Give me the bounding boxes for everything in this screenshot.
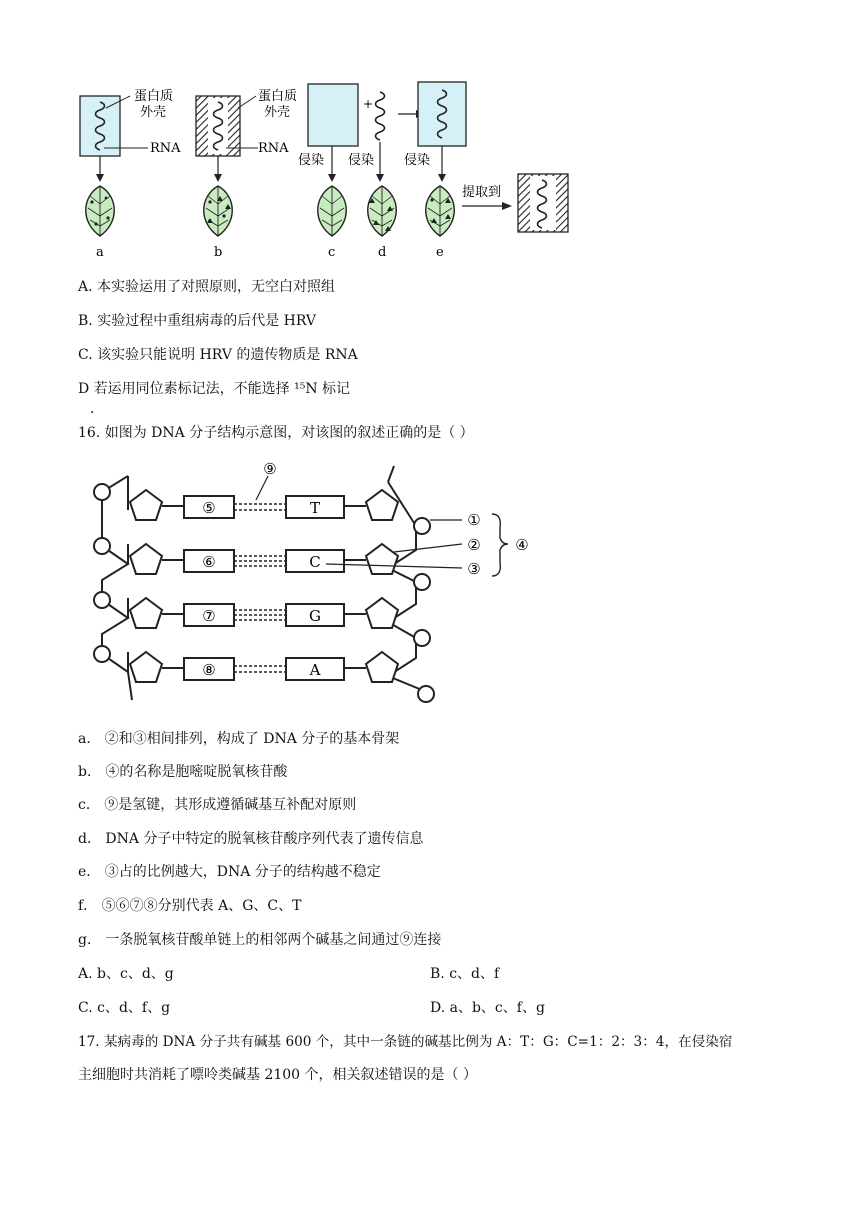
label-protein-shell-b-1: 蛋白质 [258,89,298,104]
label-protein-shell-a-1: 蛋白质 [134,89,174,104]
label-3: ③ [467,560,481,578]
label-2: ② [467,536,481,554]
base-label-7: ⑦ [202,607,216,625]
q16-statement-b: b． ④的名称是胞嘧啶脱氧核苷酸 [78,764,288,780]
label-4: ④ [515,536,529,554]
q16-statement-d: d． DNA 分子中特定的脱氧核苷酸序列代表了遗传信息 [78,831,424,847]
q16-option-c: C. c、d、f、g [78,1000,171,1016]
q15-option-c: C. 该实验只能说明 HRV 的遗传物质是 RNA [78,347,358,363]
q15-option-d-dot: ． [90,401,104,417]
q16-option-d: D. a、b、c、f、g [430,1000,545,1016]
label-infect-e: 侵染 [404,153,431,168]
q16-statement-e: e． ③占的比例越大，DNA 分子的结构越不稳定 [78,864,381,880]
base-label-5: ⑤ [202,499,216,517]
virus-c-box [308,84,358,146]
virus-experiment-figure [70,78,590,264]
label-protein-shell-b-2: 外壳 [264,105,291,120]
q17-stem-line-2: 主细胞时共消耗了嘌呤类碱基 2100 个，相关叙述错误的是（ ） [78,1067,477,1083]
q16-statement-g: g． 一条脱氧核苷酸单链上的相邻两个碱基之间通过⑨连接 [78,932,442,948]
q16-option-b: B. c、d、f [430,966,500,982]
plus-sign: + [363,97,374,111]
q16-option-a: A. b、c、d、g [78,966,174,982]
q16-statement-a: a． ②和③相间排列，构成了 DNA 分子的基本骨架 [78,731,400,747]
label-infect-d: 侵染 [348,153,375,168]
leaf-label-b: b [214,245,223,260]
q15-option-a: A. 本实验运用了对照原则，无空白对照组 [78,279,336,295]
q15-option-b: B. 实验过程中重组病毒的后代是 HRV [78,313,316,329]
label-1: ① [467,511,481,529]
label-extract: 提取到 [462,185,502,200]
q16-statement-c: c． ⑨是氢键，其形成遵循碱基互补配对原则 [78,797,357,813]
base-label-8: ⑧ [202,661,216,679]
label-rna-a: RNA [150,141,181,156]
leaf-label-c: c [328,245,336,260]
label-rna-b: RNA [258,141,289,156]
q17-stem-line-1: 17. 某病毒的 DNA 分子共有碱基 600 个，其中一条链的碱基比例为 A：T：G：C=1：2：3：4，在侵染宿 [78,1034,733,1050]
label-protein-shell-a-2: 外壳 [140,105,167,120]
leaf-label-a: a [96,245,104,260]
label-9: ⑨ [263,460,277,478]
label-infect-c: 侵染 [298,153,325,168]
q15-option-d: D 若运用同位素标记法，不能选择 ¹⁵N 标记 [78,381,351,397]
dna-structure-diagram [88,454,548,716]
base-label-c: C [309,553,321,571]
leaf-label-d: d [378,245,387,260]
base-label-6: ⑥ [202,553,216,571]
q16-stem: 16. 如图为 DNA 分子结构示意图，对该图的叙述正确的是（ ） [78,425,474,441]
base-label-g: G [309,607,321,625]
base-label-t: T [309,499,321,517]
base-label-a: A [309,661,321,679]
leaf-label-e: e [436,245,444,260]
q16-statement-f: f． ⑤⑥⑦⑧分别代表 A、G、C、T [78,898,302,914]
